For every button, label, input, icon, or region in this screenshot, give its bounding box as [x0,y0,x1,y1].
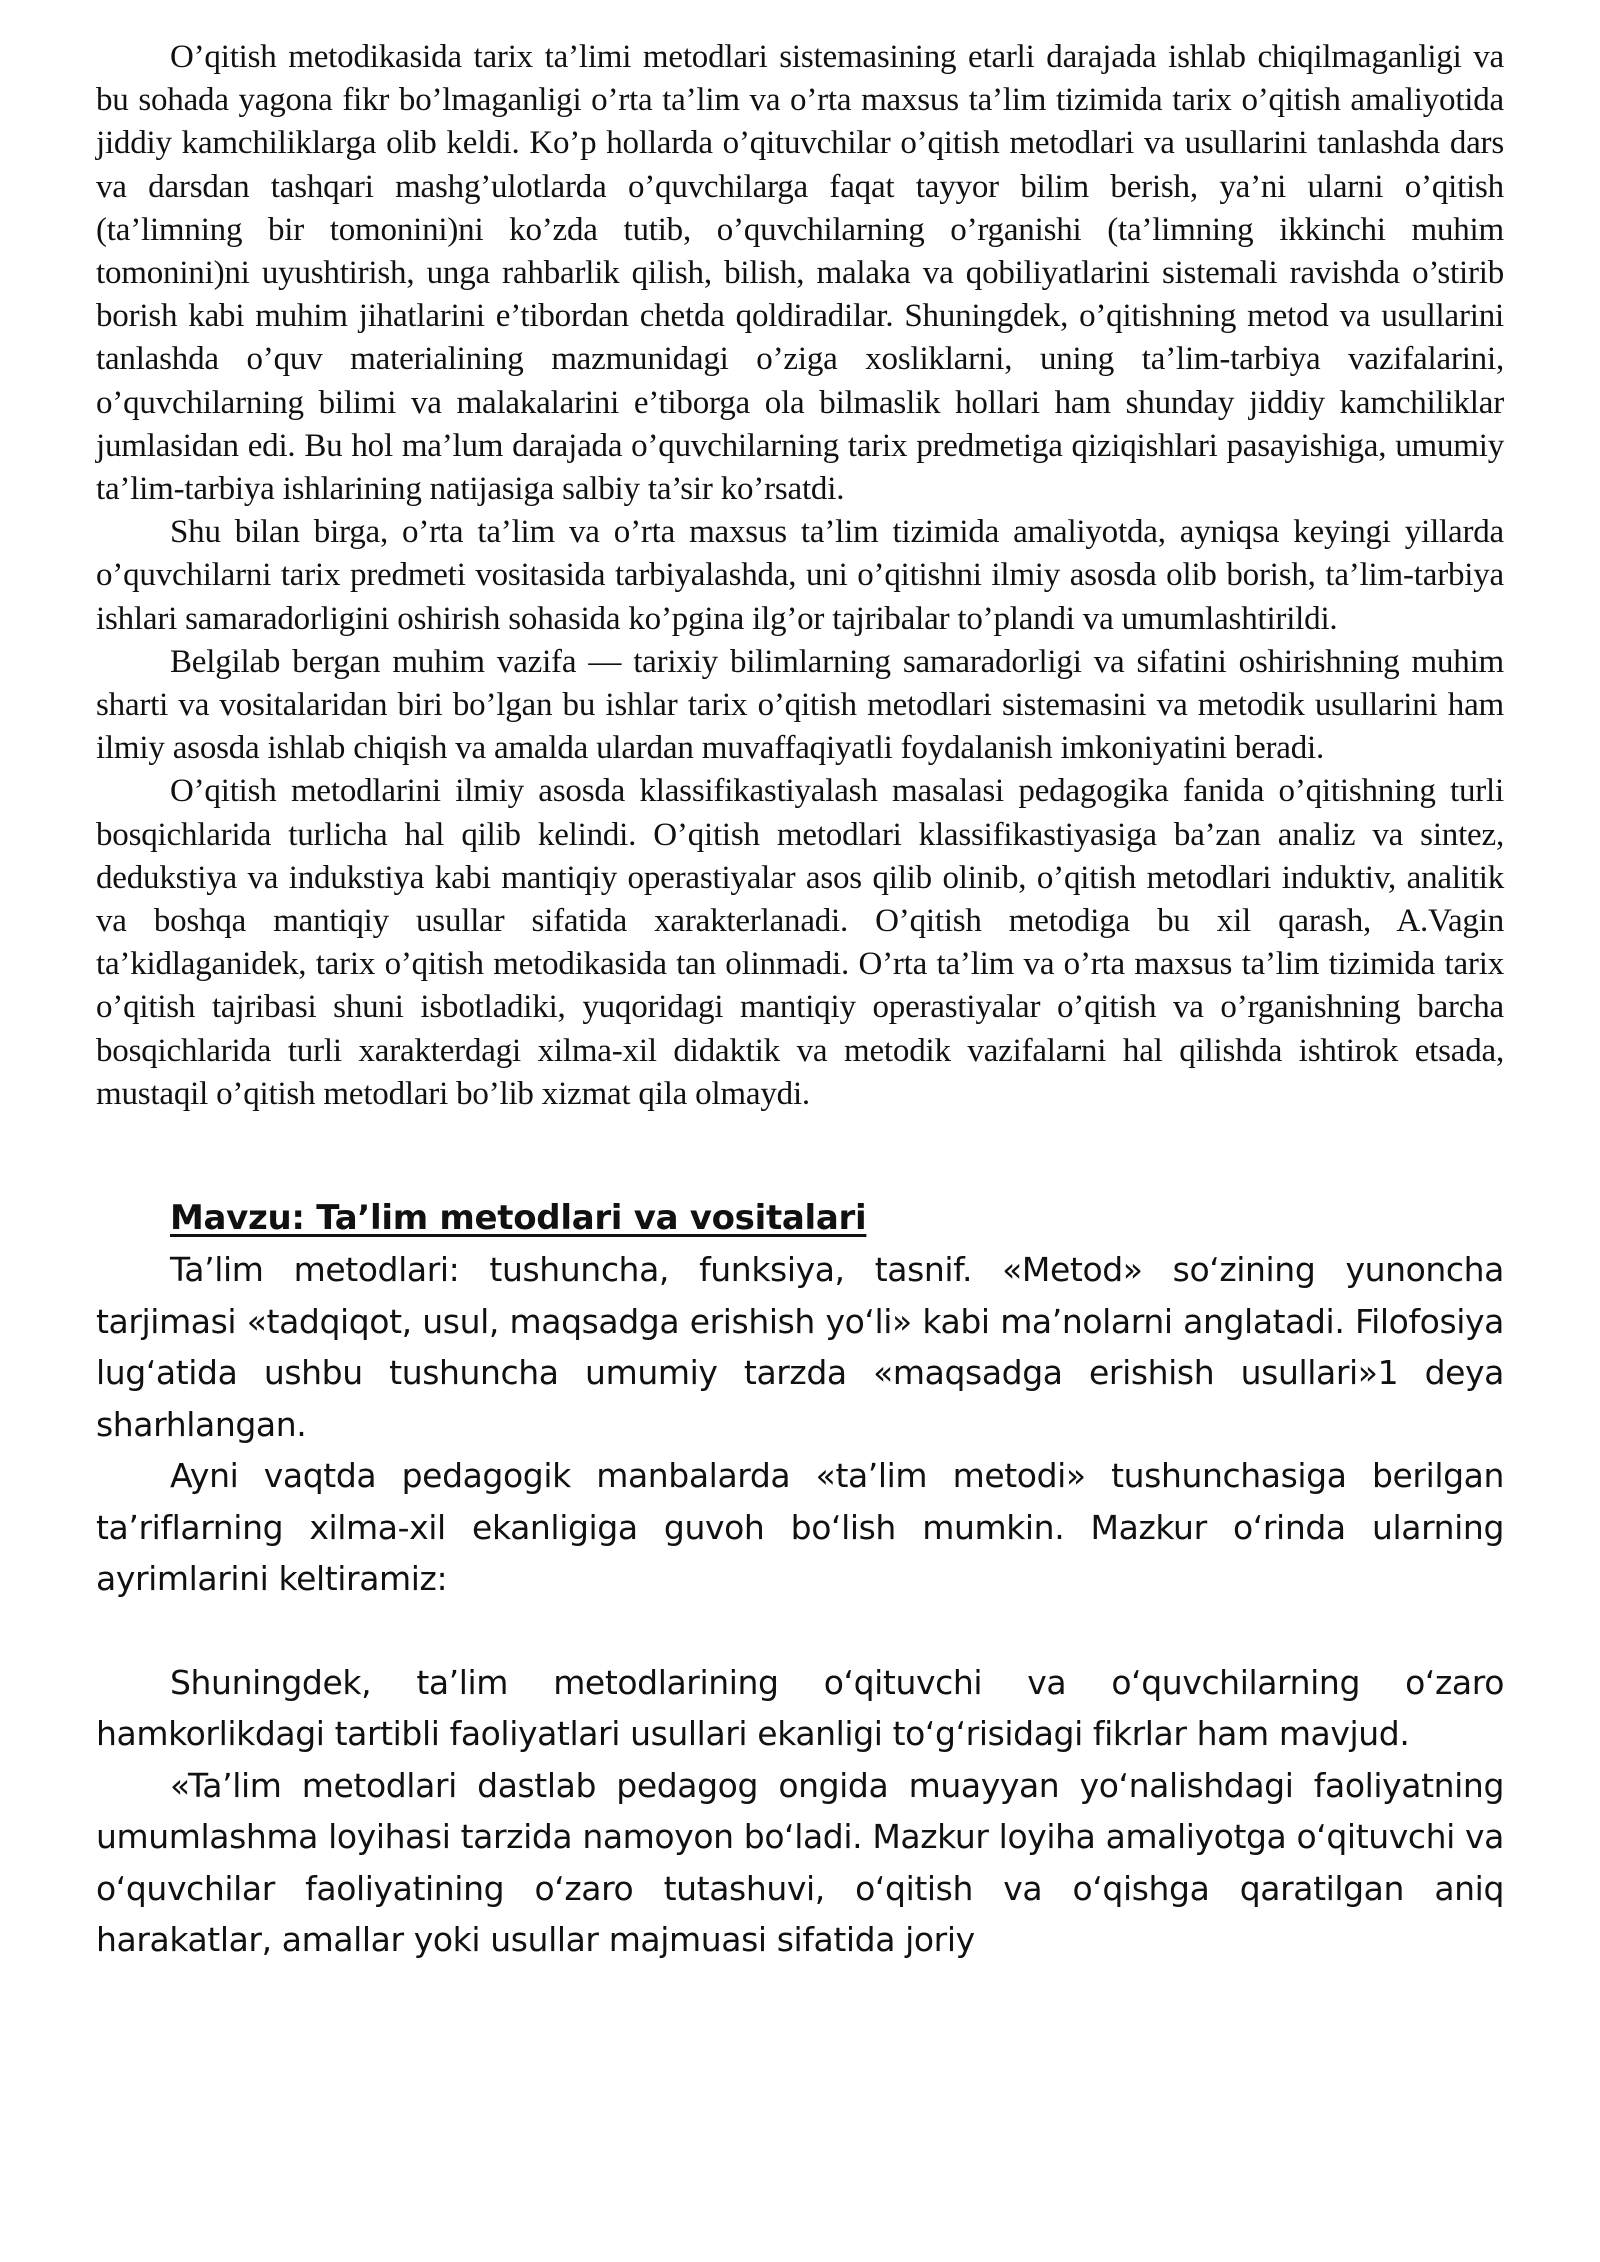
topic-section [96,1192,1504,1966]
paragraph: Shu bilan birga, o’rta ta’lim va o’rta maxsus ta’lim tizimida amaliyotda, ayniqsa keyingi yillarda o’quvchilarni tarix predmeti vositasida tarbiyalashda, uni o’qitishni ilmiy asosda olib borish, ta’lim-tarbiya ishlari samaradorligini oshirish sohasida ko’pgina ilg’or tajribalar to’plandi va umumlashtirildi. [96,514,1504,637]
paragraph: Ta’lim metodlari: tushuncha, funksiya, tasnif. «Metod» so‘zining yunoncha tarjimasi «tadqiqot, usul, maqsadga erishish yo‘li» kabi ma’nolarni anglatadi. Filofosiya lug‘atida ushbu tushuncha umumiy tarzda «maqsadga erishish usullari»1 deya sharhlangan. [96,1250,1504,1444]
paragraph: Ayni vaqtda pedagogik manbalarda «ta’lim metodi» tushunchasiga berilgan ta’riflarning xilma-xil ekanligiga guvoh bo‘lish mumkin. Mazkur o‘rinda ularning ayrimlarini keltiramiz: [96,1456,1504,1599]
paragraph: Shuningdek, ta’lim metodlarining o‘qituvchi va o‘quvchilarning o‘zaro hamkorlikdagi tartibli faoliyatlari usullari ekanligi to‘g‘risidagi fikrlar ham mavjud. [96,1662,1504,1754]
intro-text-section [96,36,1504,1116]
document-page [96,36,1504,1966]
paragraph: «Ta’lim metodlari dastlab pedagog ongida muayyan yo‘nalishdagi faoliyatning umumlashma loyihasi tarzida namoyon bo‘ladi. Mazkur loyiha amaliyotga o‘qituvchi va o‘quvchilar faoliyatining o‘zaro tutashuvi, o‘qitish va o‘qishga qaratilgan aniq harakatlar, amallar yoki usullar majmuasi sifatida joriy [96,1765,1504,1960]
paragraph: Belgilab bergan muhim vazifa — tarixiy bilimlarning samaradorligi va sifatini oshirishning muhim sharti va vositalaridan biri bo’lgan bu ishlar tarix o’qitish metodlari sistemasini va metodik usullarini ham ilmiy asosda ishlab chiqish va amalda ulardan muvaffaqiyatli foydalanish imkoniyatini beradi. [96,643,1504,767]
section-heading: Mavzu: Ta’lim metodlari va vositalari [170,1198,867,1239]
paragraph: O’qitish metodikasida tarix ta’limi metodlari sistemasining etarli darajada ishlab chiqilmaganligi va bu sohada yagona fikr bo’lmaganligi o’rta ta’lim va o’rta maxsus ta’lim tizimida tarix o’qitish amaliyotida jiddiy kamchiliklarga olib keldi. Ko’p hollarda o’qituvchilar o’qitish metodlari va usullarini tanlashda dars va darsdan tashqari mashg’ulotlarda o’quvchilarga faqat tayyor bilim berish, ya’ni ularni o’qitish (ta’limning bir tomonini)ni ko’zda tutib, o’quvchilarning o’rganishi (ta’limning ikkinchi muhim tomonini)ni uyushtirish, unga rahbarlik qilish, bilish, malaka va qobiliyatlarini sistemali ravishda o’stirib borish kabi muhim jihatlarini e’tibordan chetda qoldiradilar. Shuningdek, o’qitishning metod va usullarini tanlashda o’quv materialining mazmunidagi o’ziga xosliklarni, uning ta’lim-tarbiya vazifalarini, o’quvchilarning bilimi va malakalarini e’tiborga ola bilmaslik hollari ham shunday jiddiy kamchiliklar jumlasidan edi. Bu hol ma’lum darajada o’quvchilarning tarix predmetiga qiziqishlari pasayishiga, umumiy ta’lim-tarbiya ishlarining natijasiga salbiy ta’sir ko’rsatdi. [96,39,1504,508]
blank-gap [96,1605,1504,1657]
paragraph: O’qitish metodlarini ilmiy asosda klassifikastiyalash masalasi pedagogika fanida o’qitishning turli bosqichlarida turlicha hal qilib kelindi. O’qitish metodlari klassifikastiyasiga ba’zan analiz va sintez, dedukstiya va indukstiya kabi mantiqiy operastiyalar asos qilib olinib, o’qitish metodlari induktiv, analitik va boshqa mantiqiy usullar sifatida xarakterlanadi. O’qitish metodiga bu xil qarash, A.Vagin ta’kidlaganidek, tarix o’qitish metodikasida tan olinmadi. O’rta ta’lim va o’rta maxsus ta’lim tizimida tarix o’qitish tajribasi shuni isbotladiki, yuqoridagi mantiqiy operastiyalar o’qitish va o’rganishning barcha bosqichlarida turli xarakterdagi xilma-xil didaktik va metodik vazifalarni hal qilishda ishtirok etsada, mustaqil o’qitish metodlari bo’lib xizmat qila olmaydi. [96,773,1504,1112]
